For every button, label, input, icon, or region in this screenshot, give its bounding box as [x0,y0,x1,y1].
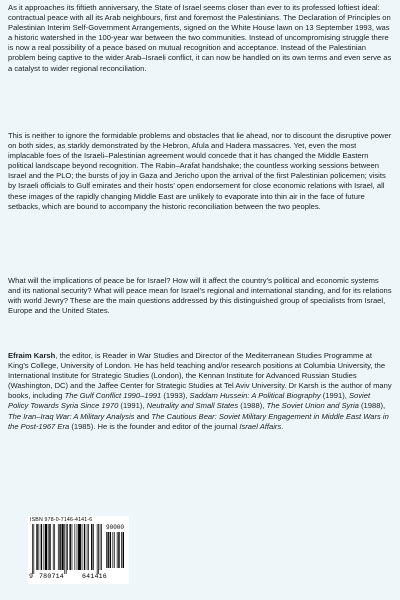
blurb-paragraph-questions: What will the implications of peace be for Israel? How will it affect the country’s political and economic systems and its national security? What will peace mean for Israel’s regional and international standing, and for its relations with world Jewry? These are the main questions addressed by this distinguished group of specialists from Israel, Europe and the United States. [8,276,392,316]
barcode-bar [101,524,102,570]
editor-name: Efraim Karsh [8,351,56,360]
book-title: The Gulf Conflict 1990–1991 [64,391,162,401]
blurb-paragraph-obstacles: This is neither to ignore the formidable problems and obstacles that lie ahead, nor to discount the disruptive power on both sides, as starkly demonstrated by the Hebron, Afula and Hadera massacres. Yet, even the most implacable foes of the Israeli–Palestinian agreement would concede that it has changed the Middle Eastern political landscape beyond recognition. The Rabin–Arafat handshake; the countless working sessions between Israel and the PLO; the bursts of joy in Gaza and Jericho upon the arrival of the first Palestinian policemen; visits by Israeli officials to Gulf emirates and their hosts’ open endorsement for close economic relations with Israel, all these images of the rapidly changing Middle East are unlikely to evaporate into thin air in the face of future setbacks, which are bound to accompany the historic reconciliation between the two peoples. [8,131,392,211]
bio-text: and [134,411,152,421]
barcode-bar [48,524,49,570]
barcode-bar [54,524,55,570]
book-title: Neutrality and Small States [146,401,239,411]
barcode-bar [72,524,73,570]
barcode-bar [82,524,83,570]
barcode-bar [114,532,115,568]
barcode-bar [53,524,54,570]
book-title: The Soviet Union and Syria [266,401,359,411]
barcode-bar [110,532,111,568]
barcode-bar [77,524,78,570]
bio-text: (1988), [238,401,267,411]
barcode-bar [84,524,85,570]
barcode-bar [41,524,42,570]
barcode-bar [62,524,64,570]
barcode-bar [112,532,113,568]
barcode-bar [59,524,60,570]
addon-barcode-bars [106,532,124,572]
book-title: The Cautious Bear: Soviet Military Engagement in Middle East Wars in the Post-1967 Era [8,411,389,431]
barcode-bar [100,524,101,570]
barcode-bar [91,524,92,570]
barcode-bar [64,524,65,574]
barcode-bar [49,524,50,570]
barcode-bar [44,524,45,570]
book-title: Saddam Hussein: A Political Biography [189,391,321,401]
barcode-bar [58,524,59,570]
barcode-bar [74,524,75,570]
barcode-bar [98,524,99,574]
barcode-bar [93,524,94,570]
barcode-bar [123,532,124,568]
barcode-digit-lead: 9 [29,573,34,580]
bio-text: . [281,421,284,431]
barcode-bar [36,524,37,570]
bio-text: , the editor, is Reader in War Studies and Director of the Mediterranean Studies Programme at King’s College, University of London. He has held teaching and/or research positions at Columbia University, the International Institute for Strategic Studies (London), the Kennan Institute for Advanced Russian Studies (Washington, DC) and the Jaffee Center for Strategic Studies at Tel Aviv University. Dr Karsh is the author of many books, including [8,351,392,401]
book-title: Soviet Policy Towards Syria Since 1970 [8,391,371,411]
addon-code: 90000 [106,524,125,531]
barcode-bar [38,524,39,570]
barcode-bar [32,524,33,574]
barcode-digits-left: 780714 [39,573,64,580]
book-title: The Iran–Iraq War: A Military Analysis [8,411,135,421]
barcode-bar [121,532,122,568]
bio-text: (1988), [358,401,386,411]
barcode-bar [88,524,89,570]
bio-text: (1991), [320,391,349,401]
journal-title: Israel Affairs [239,421,282,431]
barcode-bar [117,532,118,568]
barcode-bars [32,524,102,574]
editor-biography [8,351,392,432]
barcode-bar [106,532,107,568]
barcode-bar [45,524,47,570]
barcode-bar [87,524,88,570]
isbn-label: ISBN 978-0-7146-4141-6 [30,517,93,523]
barcode-bar [118,532,119,568]
bio-text: (1993), [161,391,190,401]
barcode-bar [66,524,67,574]
barcode-digits-right: 641416 [82,573,107,580]
barcode-bar [97,524,98,574]
barcode-bar [107,532,108,568]
blurb-paragraph-intro: As it approaches its fiftieth anniversary, the State of Israel seems closer than ever to its professed loftiest ideal: contractual peace with all its Arab neighbours, first and foremost the Palestinians. The Declaration of Principles on Palestinian Interim Self-Government Arrangements, signed on the White House lawn on 13 September 1993, was a historic watershed in the 100-year war between the two communities. Instead of uncompromising struggle there is now a real possibility of a peace based on mutual recognition and acceptance. Instead of the Palestinian problem being captive to the wider Arab–Israeli conflict, it can now be handled on its own terms and even serve as a catalyst to wider regional reconciliation. [8,3,392,73]
bio-text: (1991), [118,401,147,411]
barcode-bar [69,524,70,570]
bio-text: (1985). He is the founder and editor of the journal [69,421,240,431]
isbn-barcode [28,516,129,584]
barcode-bar [78,524,81,570]
barcode-bar [67,524,68,570]
barcode-bar [33,524,34,574]
